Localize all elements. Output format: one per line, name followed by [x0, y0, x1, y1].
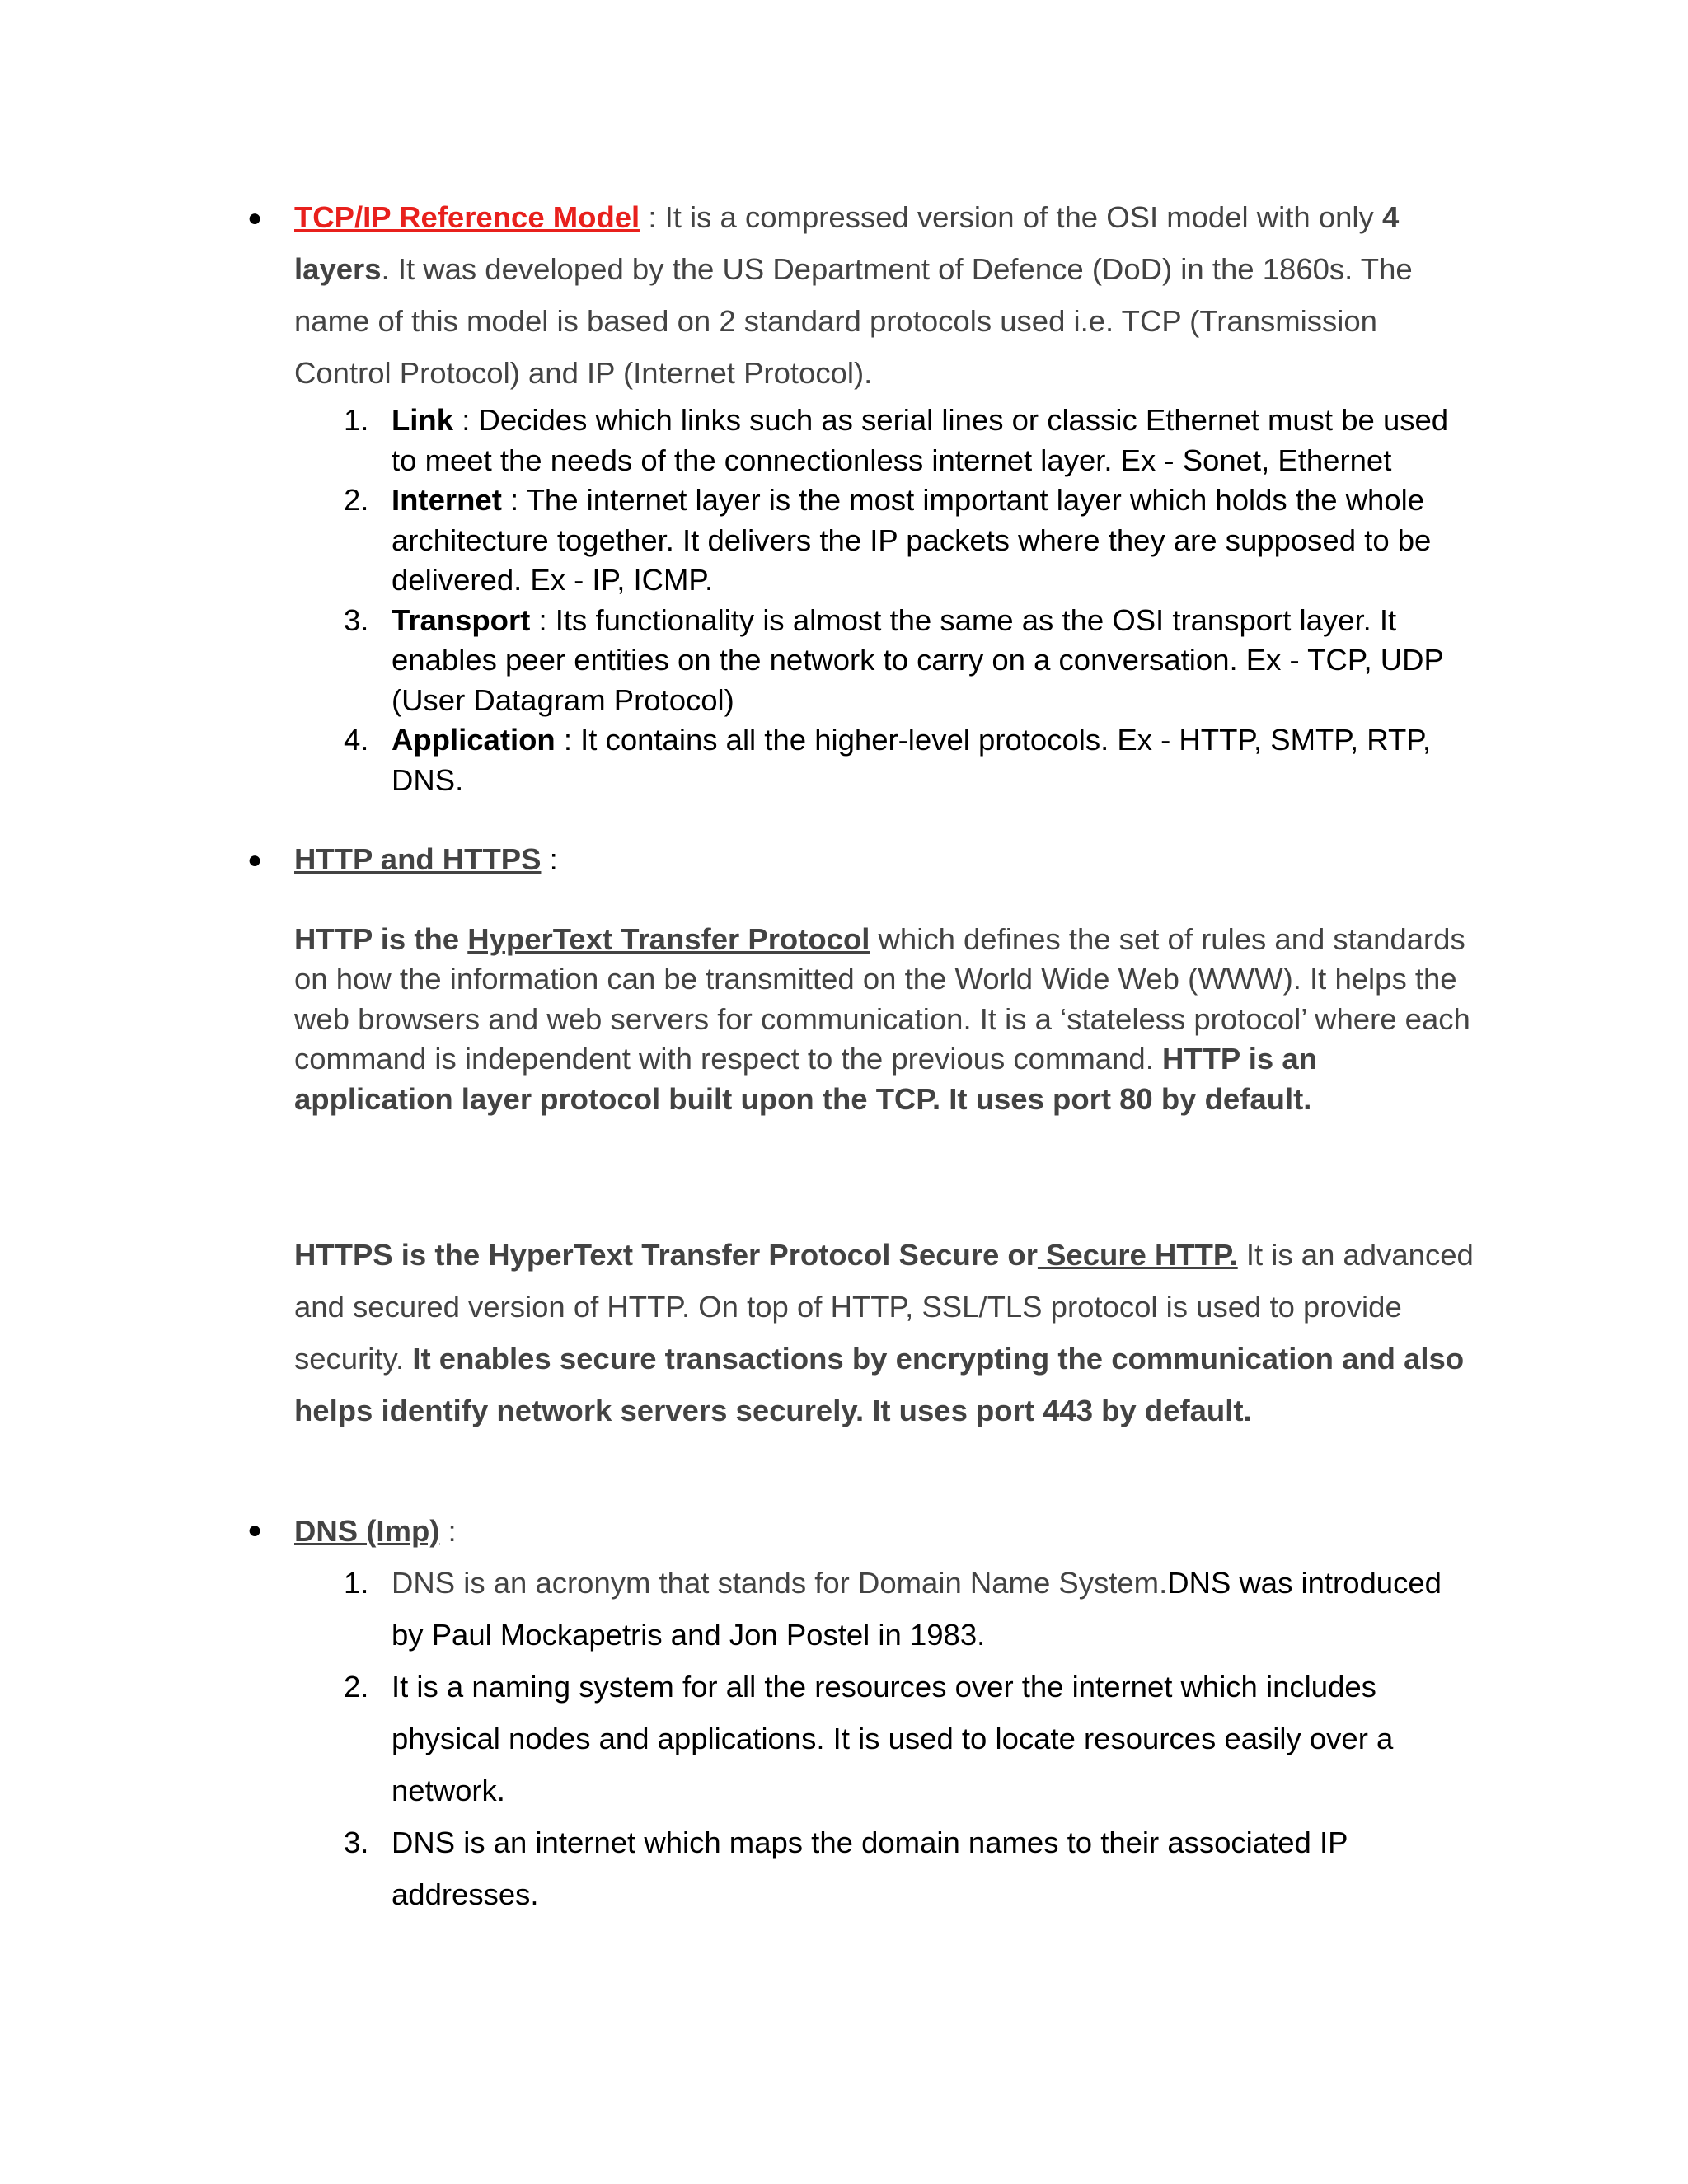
- bullet-icon: ●: [247, 846, 263, 874]
- list-item: 2. It is a naming system for all the resources over the internet which includes physical nodes and applications. It is used to locate resources easily over a network.: [344, 1670, 1394, 1807]
- https-paragraph: HTTPS is the HyperText Transfer Protocol Secure or Secure HTTP. It is an advanced and secured version of HTTP. On top of HTTP, SSL/TLS protocol is used to provide security. It enables secure transactions by encrypting the communication and also helps identify network servers securely. It uses port 443 by default.: [294, 1238, 1474, 1427]
- list-item: 1. Link : Decides which links such as serial lines or classic Ethernet must be used to meet the needs of the connectionless internet layer. Ex - Sonet, Ethernet: [344, 403, 1449, 477]
- http-heading-link[interactable]: HTTP and HTTPS: [294, 842, 542, 876]
- http-paragraph: HTTP is the HyperText Transfer Protocol which defines the set of rules and standards on how the information can be transmitted on the World Wide Web (WWW). It helps the web browsers and web servers for communication. It is a ‘stateless protocol’ where each command is independent with respect to the previous command. HTTP is an application layer protocol built upon the TCP. It uses port 80 by default.: [294, 921, 1470, 1116]
- tcpip-heading-link[interactable]: TCP/IP Reference Model: [294, 200, 640, 234]
- list-item: 1. DNS is an acronym that stands for Domain Name System.DNS was introduced by Paul Mockapetris and Jon Postel in 1983.: [344, 1566, 1442, 1652]
- dns-list: [294, 1557, 1481, 1920]
- bullet-icon: ●: [247, 1516, 263, 1544]
- list-item: 3. Transport : Its functionality is almost the same as the OSI transport layer. It enables peer entities on the network to carry on a conversation. Ex - TCP, UDP (User Datagram Protocol): [344, 602, 1444, 717]
- http-protocol-link[interactable]: HyperText Transfer Protocol: [467, 921, 870, 956]
- list-item: 4. Application : It contains all the higher-level protocols. Ex - HTTP, SMTP, RTP, DNS.: [344, 723, 1432, 797]
- bullet-icon: ●: [247, 204, 263, 232]
- dns-section: [247, 1505, 1481, 1920]
- tcpip-layer-list: [294, 401, 1481, 800]
- tcpip-intro: TCP/IP Reference Model : It is a compressed version of the OSI model with only 4 layers. It was developed by the US Department of Defence (DoD) in the 1860s. The name of this model is based on 2 standard protocols used i.e. TCP (Transmission Control Protocol) and IP (Internet Protocol).: [294, 200, 1413, 390]
- secure-http-link[interactable]: Secure HTTP.: [1037, 1238, 1238, 1272]
- http-section: [247, 840, 1481, 1119]
- list-item: 3. DNS is an internet which maps the domain names to their associated IP addresses.: [344, 1825, 1348, 1911]
- https-section: [294, 1229, 1481, 1436]
- list-item: 2. Internet : The internet layer is the most important layer which holds the whole architecture together. It delivers the IP packets where they are supposed to be delivered. Ex - IP, ICMP.: [344, 483, 1432, 597]
- dns-heading-link[interactable]: DNS (Imp): [294, 1514, 440, 1548]
- tcpip-section: [247, 191, 1481, 800]
- dns-heading-line: DNS (Imp) :: [294, 1514, 457, 1548]
- http-heading-line: HTTP and HTTPS :: [294, 842, 558, 876]
